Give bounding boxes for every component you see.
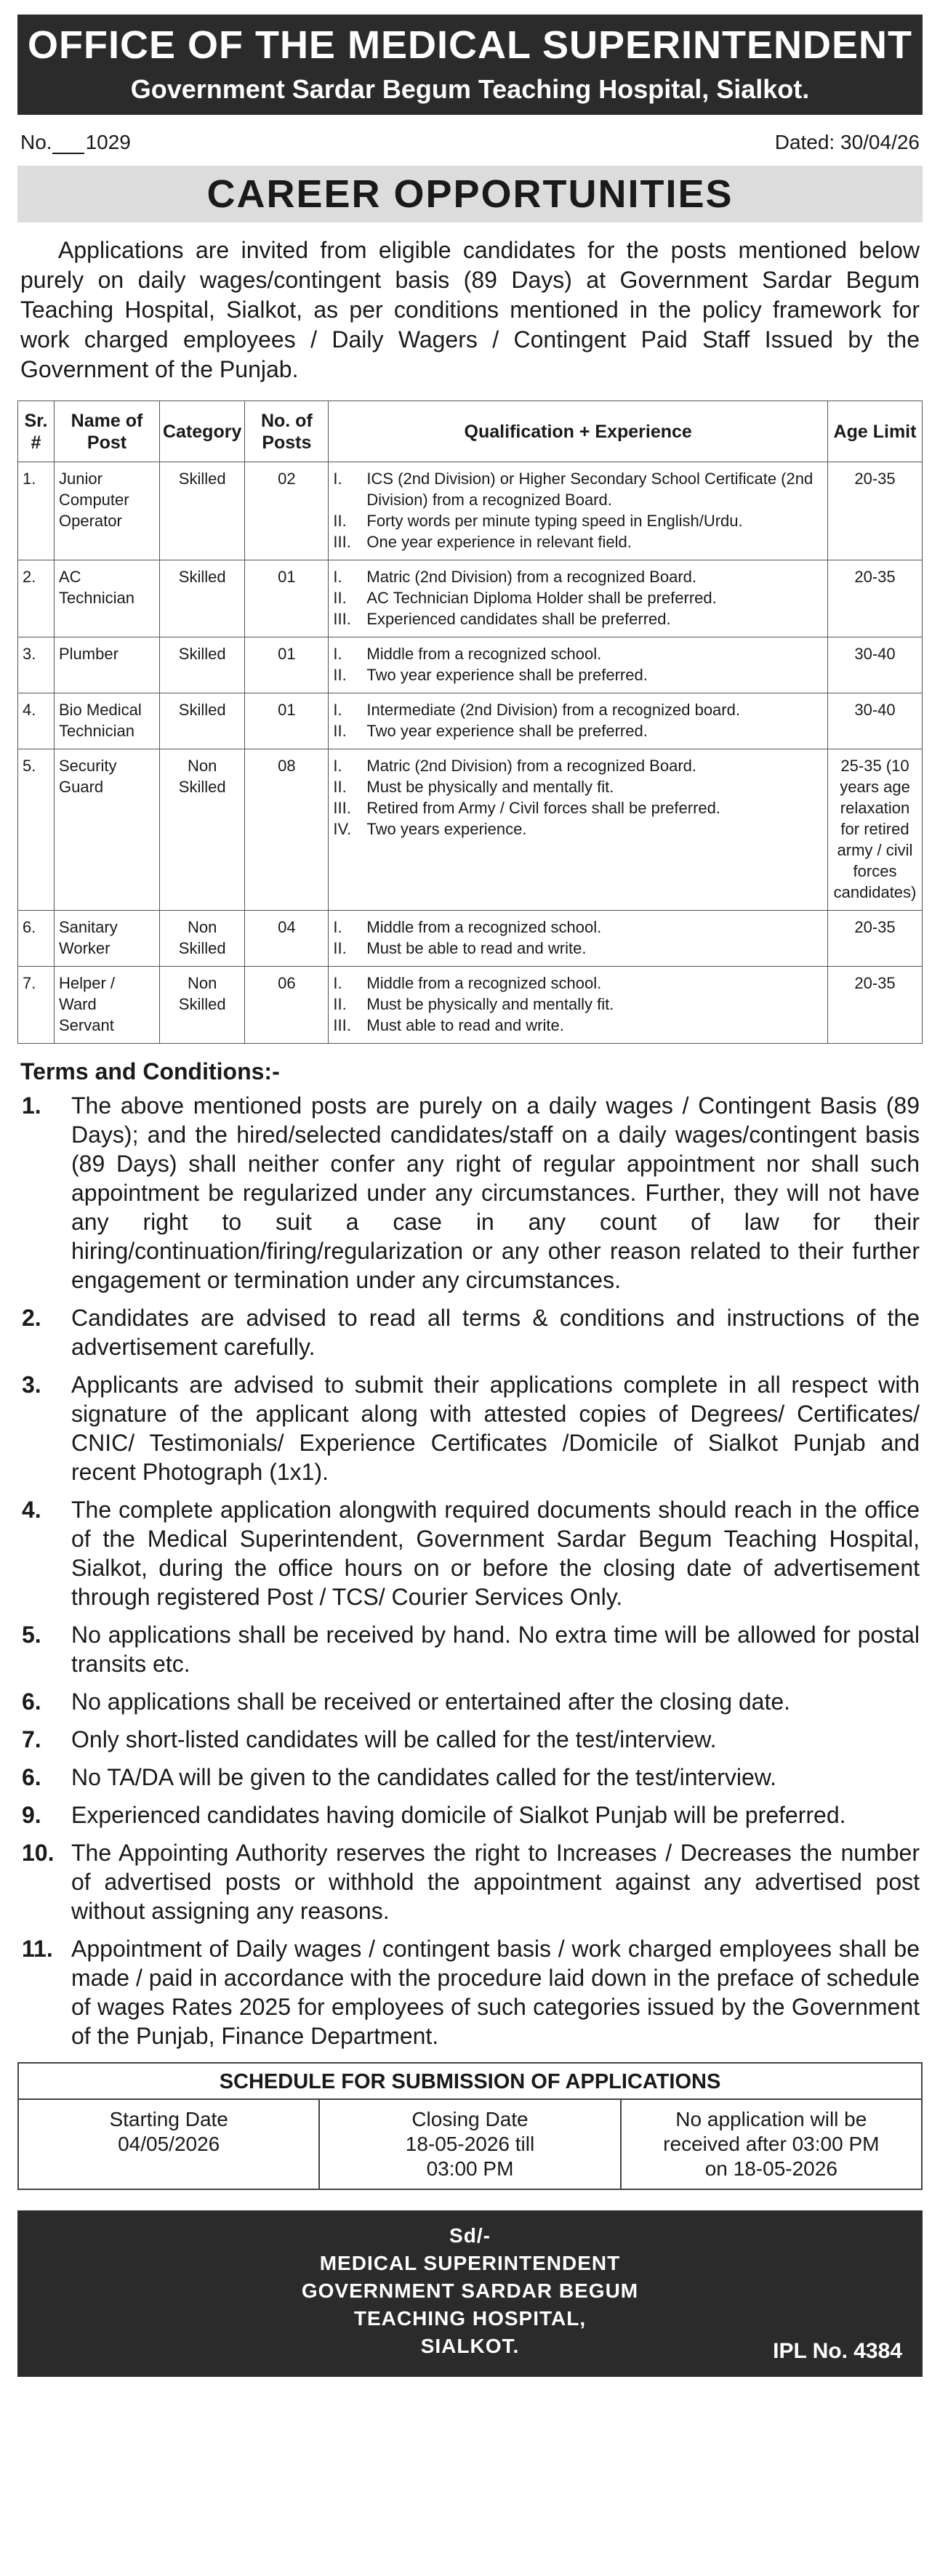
qualification-text: Two years experience. <box>366 820 527 838</box>
qualification-text: Matric (2nd Division) from a recognized Board. <box>366 568 696 586</box>
signatory-city: SIALKOT. <box>420 2335 520 2357</box>
qualification-number: III. <box>333 1016 351 1034</box>
reference-no-value: 1029 <box>85 131 131 153</box>
cell-post-name: Sanitary Worker <box>55 911 160 967</box>
col-header-age: Age Limit <box>828 401 923 462</box>
qualification-text: Forty words per minute typing speed in English/Urdu. <box>366 512 743 530</box>
cell-age-limit: 20-35 <box>828 560 923 637</box>
cell-post-name: Plumber <box>55 637 160 693</box>
qualification-number: II. <box>333 666 347 684</box>
term-text: Only short-listed candidates will be called for the test/interview. <box>71 1726 717 1752</box>
qualification-text: Must be able to read and write. <box>366 939 587 957</box>
cell-no-of-posts: 01 <box>245 560 329 637</box>
cell-sr: 4. <box>18 693 55 749</box>
term-text: Appointment of Daily wages / contingent basis / work charged employees shall be made / paid in accordance with the procedure laid down in the preface of schedule of wages Rates 2025 for employees of such categories issued by the Government of the Punjab, Finance Department. <box>71 1936 920 2049</box>
table-row <box>18 560 923 637</box>
term-number: 11. <box>22 1936 53 1962</box>
signatory-org-line1: GOVERNMENT SARDAR BEGUM <box>301 2279 639 2302</box>
qualification-text: Middle from a recognized school. <box>366 918 602 936</box>
qualification-item <box>333 776 823 797</box>
term-item <box>17 1934 923 2050</box>
schedule-text: on 18-05-2026 <box>704 2157 837 2180</box>
qualification-item <box>333 699 823 720</box>
signature-mark: Sd/- <box>449 2224 491 2247</box>
cell-age-limit: 20-35 <box>828 967 923 1044</box>
qualification-number: I. <box>333 701 342 719</box>
qualification-item <box>333 664 823 685</box>
qualification-item <box>333 510 823 531</box>
schedule-text: 18-05-2026 till <box>405 2133 535 2155</box>
cell-post-name: Helper / Ward Servant <box>55 967 160 1044</box>
schedule-text: Starting Date <box>109 2108 228 2130</box>
term-number: 3. <box>22 1372 41 1398</box>
term-text: No applications shall be received by hand. No extra time will be allowed for postal transits etc. <box>71 1622 920 1677</box>
schedule-title: SCHEDULE FOR SUBMISSION OF APPLICATIONS <box>19 2064 921 2100</box>
qualification-number: IV. <box>333 820 352 838</box>
qualification-number: II. <box>333 778 347 796</box>
intro-paragraph: Applications are invited from eligible candidates for the posts mentioned below purely on daily wages/contingent basis (89 Days) at Government Sardar Begum Teaching Hospital, Sialkot, as per conditions mentioned in the policy framework for work charged employees / Daily Wagers / Contingent Paid Staff Issued by the Government of the Punjab. <box>20 237 920 382</box>
term-item <box>17 1495 923 1611</box>
reference-number <box>20 131 131 154</box>
qualification-number: I. <box>333 918 342 936</box>
qualification-text: Experienced candidates shall be preferred. <box>366 610 671 628</box>
cell-post-name: AC Technician <box>55 560 160 637</box>
cell-qualification <box>329 967 828 1044</box>
term-item <box>17 1800 923 1830</box>
reference-no-label: No. <box>20 131 52 153</box>
cell-post-name: Security Guard <box>55 749 160 911</box>
term-number: 5. <box>22 1622 41 1648</box>
schedule-box <box>17 2062 923 2190</box>
cell-sr: 7. <box>18 967 55 1044</box>
qualification-number: I. <box>333 757 342 775</box>
term-text: Candidates are advised to read all terms & conditions and instructions of the advertisement carefully. <box>71 1305 920 1360</box>
qualification-item <box>333 643 823 664</box>
term-text: Applicants are advised to submit their applications complete in all respect with signature of the applicant along with attested copies of Degrees/ Certificates/ CNIC/ Testimonials/ Experience Certificates /Domicile of Sialkot Punjab and recent Photograph (1x1). <box>71 1372 920 1485</box>
qualification-text: Intermediate (2nd Division) from a recognized board. <box>366 701 740 719</box>
qualification-item <box>333 797 823 818</box>
qualification-number: III. <box>333 533 351 551</box>
term-number: 6. <box>22 1764 41 1790</box>
schedule-cutoff-note <box>622 2100 921 2189</box>
qualification-item <box>333 566 823 587</box>
term-number: 6. <box>22 1689 41 1715</box>
qualification-number: II. <box>333 589 347 607</box>
schedule-starting-date <box>19 2100 320 2189</box>
cell-no-of-posts: 02 <box>245 462 329 560</box>
qualification-text: Two year experience shall be preferred. <box>366 722 648 740</box>
signatory-org-line2: TEACHING HOSPITAL, <box>353 2307 587 2330</box>
qualification-item <box>333 1015 823 1036</box>
term-item <box>17 1303 923 1361</box>
qualification-item <box>333 938 823 959</box>
term-text: The above mentioned posts are purely on a daily wages / Contingent Basis (89 Days); and the hired/selected candidates/staff on a daily wages/contingent basis (89 Days) shall neither confer any right of regular appointment nor shall such appointment be regularized under any circumstances. Further, they will not have any right to suit a case in any count of law for their hiring/continuation/firing/regularization or any other reason related to their further engagement or termination under any circumstances. <box>71 1092 920 1293</box>
qualification-item <box>333 973 823 994</box>
qualification-text: Must be physically and mentally fit. <box>366 778 614 796</box>
cell-age-limit: 30-40 <box>828 693 923 749</box>
term-number: 1. <box>22 1092 41 1119</box>
cell-qualification <box>329 693 828 749</box>
qualification-number: III. <box>333 799 351 817</box>
term-item <box>17 1838 923 1925</box>
cell-age-limit: 25-35 (10 years age relaxation for retired army / civil forces candidates) <box>828 749 923 911</box>
col-header-posts: No. of Posts <box>245 401 329 462</box>
schedule-text: Closing Date <box>411 2108 529 2130</box>
table-body <box>18 462 923 1044</box>
qualification-text: Matric (2nd Division) from a recognized Board. <box>366 757 696 775</box>
col-header-sr: Sr. # <box>18 401 55 462</box>
signature-block <box>17 2210 923 2377</box>
cell-sr: 5. <box>18 749 55 911</box>
qualification-number: I. <box>333 470 342 488</box>
col-header-qualification: Qualification + Experience <box>329 401 828 462</box>
office-header <box>17 15 923 115</box>
cell-qualification <box>329 462 828 560</box>
table-row <box>18 693 923 749</box>
cell-sr: 3. <box>18 637 55 693</box>
qualification-number: III. <box>333 610 351 628</box>
term-number: 2. <box>22 1305 41 1331</box>
term-item <box>17 1763 923 1792</box>
qualification-text: Retired from Army / Civil forces shall be preferred. <box>366 799 720 817</box>
qualification-number: I. <box>333 974 342 992</box>
cell-sr: 2. <box>18 560 55 637</box>
schedule-row <box>19 2100 921 2189</box>
posts-table <box>17 401 923 1044</box>
col-header-name: Name of Post <box>55 401 160 462</box>
cell-no-of-posts: 01 <box>245 637 329 693</box>
reference-line <box>17 126 923 158</box>
cell-no-of-posts: 01 <box>245 693 329 749</box>
schedule-closing-date <box>320 2100 621 2189</box>
reference-date: Dated: 30/04/26 <box>774 131 920 153</box>
term-item <box>17 1725 923 1754</box>
hospital-name: Government Sardar Begum Teaching Hospital, Sialkot. <box>130 74 810 104</box>
qualification-text: Two year experience shall be preferred. <box>366 666 648 684</box>
cell-qualification <box>329 749 828 911</box>
terms-list <box>17 1091 923 2050</box>
qualification-number: II. <box>333 939 347 957</box>
qualification-text: One year experience in relevant field. <box>366 533 632 551</box>
qualification-number: I. <box>333 568 342 586</box>
qualification-item <box>333 468 823 510</box>
cell-no-of-posts: 06 <box>245 967 329 1044</box>
page-heading: CAREER OPPORTUNITIES <box>17 166 923 222</box>
qualification-item <box>333 818 823 840</box>
qualification-number: I. <box>333 645 342 663</box>
table-row <box>18 911 923 967</box>
cell-qualification <box>329 560 828 637</box>
cell-category: Skilled <box>160 560 245 637</box>
term-item <box>17 1091 923 1295</box>
term-text: The Appointing Authority reserves the right to Increases / Decreases the number of advertised posts or withhold the appointment against any advertised post without assigning any reasons. <box>71 1840 920 1924</box>
schedule-text: 04/05/2026 <box>118 2133 220 2155</box>
term-item <box>17 1687 923 1716</box>
cell-sr: 1. <box>18 462 55 560</box>
term-number: 10. <box>22 1840 55 1866</box>
cell-post-name: Bio Medical Technician <box>55 693 160 749</box>
qualification-item <box>333 917 823 938</box>
cell-age-limit: 20-35 <box>828 911 923 967</box>
qualification-text: Middle from a recognized school. <box>366 974 602 992</box>
cell-category: Skilled <box>160 462 245 560</box>
qualification-item <box>333 755 823 776</box>
reference-blank <box>52 135 84 154</box>
term-number: 4. <box>22 1497 41 1523</box>
qualification-number: II. <box>333 722 347 740</box>
term-text: Experienced candidates having domicile of Sialkot Punjab will be preferred. <box>71 1802 846 1828</box>
term-text: The complete application alongwith required documents should reach in the office of the Medical Superintendent, Government Sardar Begum Teaching Hospital, Sialkot, during the office hours on or before the closing date of advertisement through registered Post / TCS/ Courier Services Only. <box>71 1497 920 1610</box>
cell-post-name: Junior Computer Operator <box>55 462 160 560</box>
cell-no-of-posts: 08 <box>245 749 329 911</box>
table-row <box>18 749 923 911</box>
table-row <box>18 967 923 1044</box>
qualification-item <box>333 587 823 608</box>
table-row <box>18 462 923 560</box>
qualification-item <box>333 608 823 629</box>
ipl-number: IPL No. 4384 <box>773 2339 902 2363</box>
term-text: No applications shall be received or entertained after the closing date. <box>71 1689 791 1715</box>
qualification-text: Must able to read and write. <box>366 1016 564 1034</box>
qualification-text: Must be physically and mentally fit. <box>366 995 614 1013</box>
qualification-text: ICS (2nd Division) or Higher Secondary School Certificate (2nd Division) from a recognized Board. <box>366 470 814 509</box>
term-text: No TA/DA will be given to the candidates called for the test/interview. <box>71 1764 776 1790</box>
cell-category: Non Skilled <box>160 967 245 1044</box>
qualification-item <box>333 994 823 1015</box>
terms-heading: Terms and Conditions:- <box>20 1058 280 1084</box>
col-header-category: Category <box>160 401 245 462</box>
term-item <box>17 1370 923 1486</box>
cell-no-of-posts: 04 <box>245 911 329 967</box>
cell-category: Non Skilled <box>160 911 245 967</box>
signatory-title: MEDICAL SUPERINTENDENT <box>319 2252 621 2274</box>
schedule-text: No application will be <box>675 2108 867 2130</box>
term-number: 9. <box>22 1802 41 1828</box>
qualification-number: II. <box>333 995 347 1013</box>
cell-qualification <box>329 911 828 967</box>
cell-category: Skilled <box>160 693 245 749</box>
qualification-text: Middle from a recognized school. <box>366 645 602 663</box>
qualification-item <box>333 720 823 741</box>
schedule-text: received after 03:00 PM <box>663 2133 880 2155</box>
qualification-text: AC Technician Diploma Holder shall be preferred. <box>366 589 717 607</box>
cell-age-limit: 30-40 <box>828 637 923 693</box>
cell-sr: 6. <box>18 911 55 967</box>
table-header-row <box>18 401 923 462</box>
qualification-number: II. <box>333 512 347 530</box>
table-row <box>18 637 923 693</box>
advertisement-page <box>0 15 940 2576</box>
term-item <box>17 1620 923 1678</box>
cell-category: Skilled <box>160 637 245 693</box>
cell-qualification <box>329 637 828 693</box>
office-title: OFFICE OF THE MEDICAL SUPERINTENDENT <box>27 23 913 67</box>
cell-category: Non Skilled <box>160 749 245 911</box>
term-number: 7. <box>22 1726 41 1752</box>
schedule-text: 03:00 PM <box>426 2157 514 2180</box>
cell-age-limit: 20-35 <box>828 462 923 560</box>
qualification-item <box>333 531 823 552</box>
